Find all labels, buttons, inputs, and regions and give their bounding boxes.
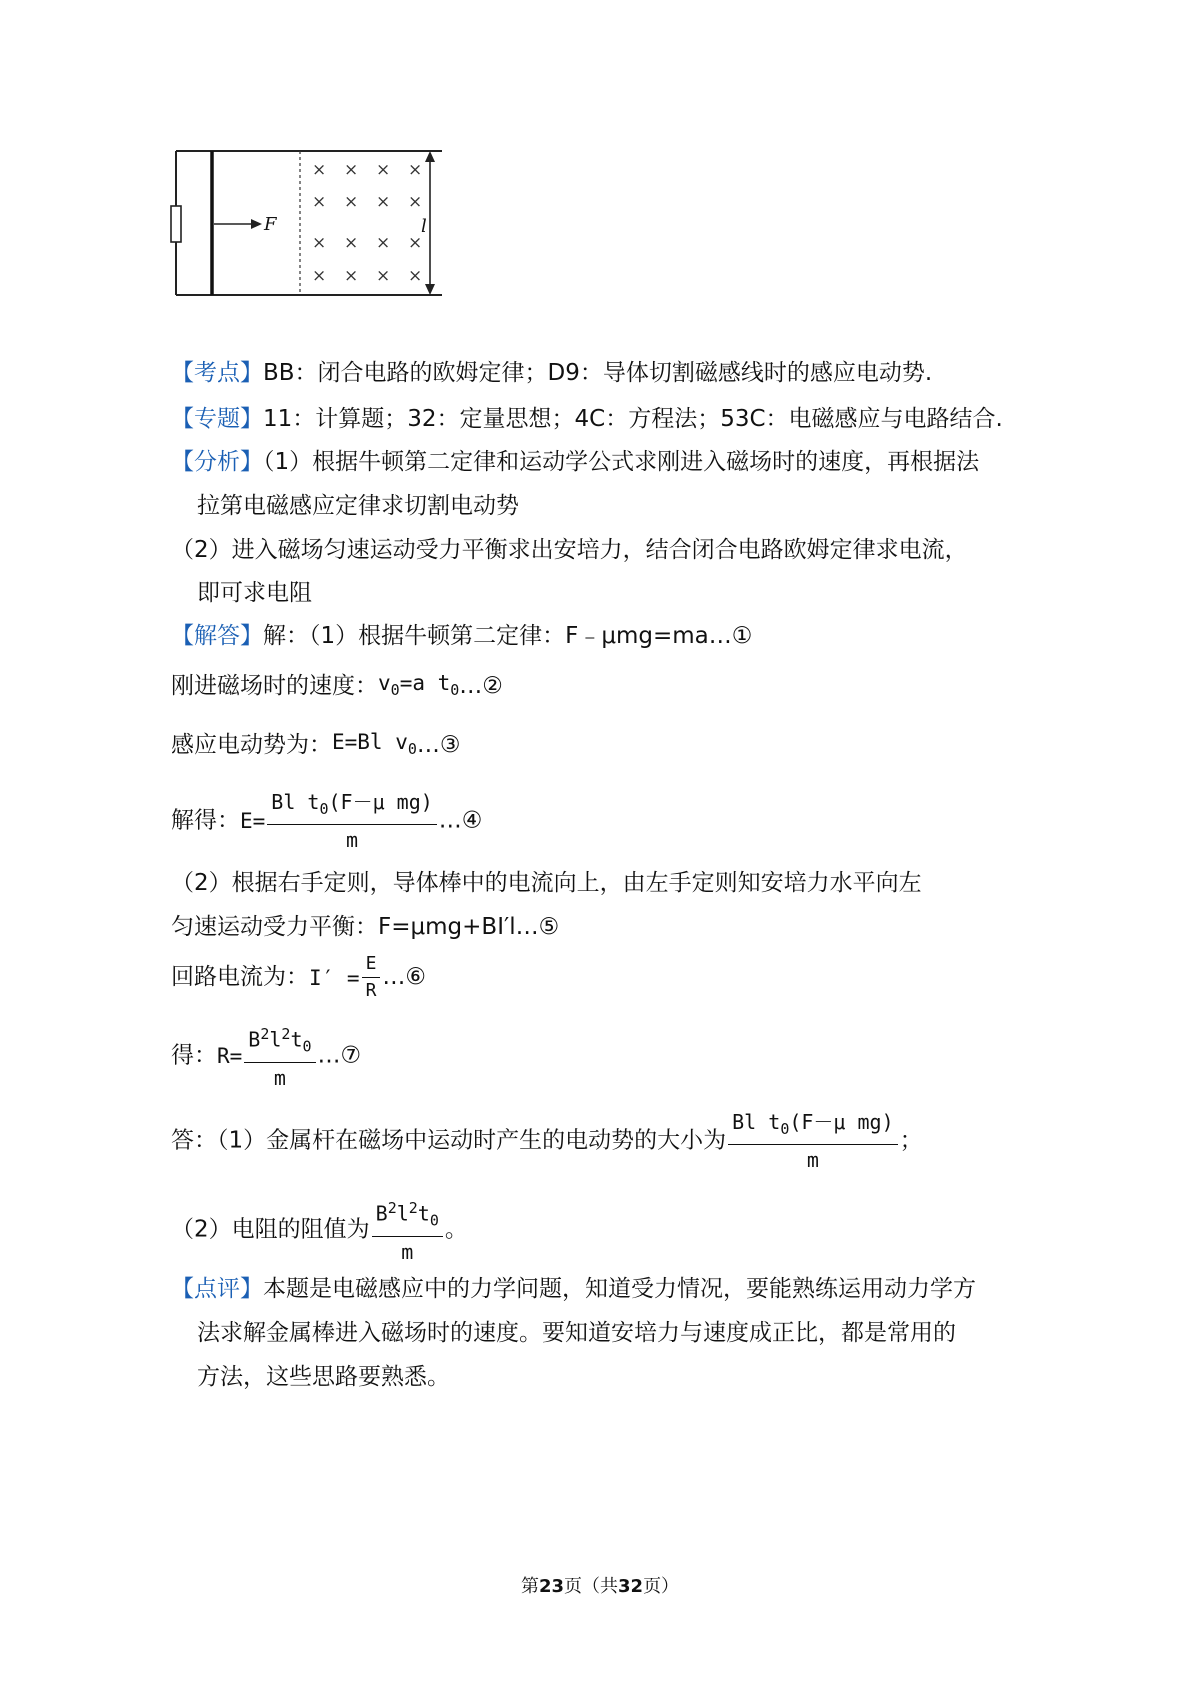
answer-line1 — [171, 1110, 923, 1172]
field-mark: × — [408, 233, 423, 253]
answer-fraction1: $\frac{Bl t_0(F-\mu mg)}{m}$ — [728, 1110, 898, 1172]
r-mark: …⑦ — [317, 1042, 362, 1069]
field-mark: × — [312, 160, 327, 180]
resistor — [171, 206, 181, 242]
field-mark: × — [408, 160, 423, 180]
result-fraction: $\frac{Bl t_0(F-\mu mg)}{m}$ — [267, 790, 437, 852]
total-pages: 32 — [618, 1576, 644, 1597]
fenxi-text1: （1）根据牛顿第二定律和运动学公式求刚进入磁场时的速度，再根据法 — [263, 449, 980, 475]
length-arrowhead-bottom — [425, 284, 435, 295]
fenxi-line4: 即可求电阻 — [197, 580, 312, 606]
field-mark: × — [344, 192, 359, 212]
r-line — [171, 1022, 361, 1090]
length-label: l — [421, 216, 427, 237]
answer-end1: ； — [899, 1127, 923, 1154]
current-line — [171, 950, 426, 1005]
jieda-line1 — [171, 621, 752, 651]
field-mark: × — [312, 266, 327, 286]
answer-text2: （2）电阻的阻值为 — [171, 1216, 370, 1243]
part2-line1: （2）根据右手定则，导体棒中的电流向上，由左手定则知安培力水平向左 — [171, 870, 922, 896]
magnetic-field-marks — [312, 160, 422, 286]
dianping-line2: 法求解金属棒进入磁场时的速度。要知道安培力与速度成正比，都是常用的 — [197, 1320, 956, 1346]
dianping-tag: 【点评】 — [171, 1276, 263, 1302]
field-mark: × — [376, 266, 391, 286]
dianping-line3: 方法，这些思路要熟悉。 — [197, 1364, 450, 1390]
answer-end2: 。 — [444, 1216, 468, 1243]
zhuanti-text: 11：计算题；32：定量思想；4C：方程法；53C：电磁感应与电路结合. — [263, 406, 1003, 432]
kaodian-text: BB：闭合电路的欧姆定律；D9：导体切割磁感线时的感应电动势. — [263, 360, 933, 386]
jieda-tag: 【解答】 — [171, 623, 263, 649]
result-line — [171, 790, 482, 852]
circuit-figure — [170, 148, 490, 318]
r-label: 得： — [171, 1042, 217, 1069]
field-mark: × — [312, 233, 327, 253]
velocity-formula: $v_0=a$ $t_0$ — [378, 671, 460, 700]
current-mark: …⑥ — [382, 964, 427, 990]
page-footer: 第23页（共32页） — [520, 1576, 680, 1597]
fenxi-line3: （2）进入磁场匀速运动受力平衡求出安培力，结合闭合电路欧姆定律求电流， — [171, 537, 968, 563]
answer-text1: 答：（1）金属杆在磁场中运动时产生的电动势的大小为 — [171, 1127, 727, 1154]
emf-formula: E=Bl $v_0$ — [332, 730, 417, 759]
zhuanti-tag: 【专题】 — [171, 406, 263, 432]
fenxi-line2: 拉第电磁感应定律求切割电动势 — [197, 493, 519, 519]
force-arrowhead — [251, 219, 262, 229]
field-mark: × — [408, 266, 423, 286]
field-mark: × — [344, 160, 359, 180]
emf-mark: …③ — [416, 732, 461, 759]
velocity-label: 刚进磁场时的速度： — [171, 673, 378, 700]
kaodian-tag: 【考点】 — [171, 360, 263, 386]
field-mark: × — [344, 266, 359, 286]
emf-line — [171, 727, 461, 764]
field-mark: × — [376, 233, 391, 253]
field-mark: × — [312, 192, 327, 212]
velocity-line — [171, 668, 503, 705]
kaodian-line — [171, 358, 932, 388]
current-page: 23 — [538, 1576, 564, 1597]
r-fraction: $\frac{B^2l^2t_0}{m}$ — [244, 1022, 315, 1090]
dianping-text1: 本题是电磁感应中的力学问题，知道受力情况，要能熟练运用动力学方 — [263, 1276, 976, 1302]
jieda-text1: 解：（1）根据牛顿第二定律：F﹣μmg=ma…① — [263, 623, 753, 649]
zhuanti-line — [171, 404, 1003, 434]
velocity-mark: …② — [459, 673, 503, 700]
emf-label: 感应电动势为： — [171, 732, 332, 759]
field-mark: × — [376, 160, 391, 180]
field-mark: × — [408, 192, 423, 212]
current-label: 回路电流为： — [171, 964, 309, 990]
answer-fraction2: $\frac{B^2l^2t_0}{m}$ — [372, 1196, 443, 1264]
result-label: 解得： — [171, 807, 240, 834]
length-arrowhead-top — [425, 151, 435, 162]
answer-line2 — [171, 1196, 468, 1264]
field-mark: × — [376, 192, 391, 212]
current-fraction: $\frac{E}{R}$ — [362, 954, 381, 1001]
current-lhs: I′ = — [309, 965, 360, 990]
force-label: F — [264, 214, 277, 235]
fenxi-line1 — [171, 447, 979, 477]
part2-line2: 匀速运动受力平衡：F=μmg+BI′l…⑤ — [171, 914, 560, 940]
dianping-line1 — [171, 1274, 976, 1304]
result-lhs: E= — [240, 809, 266, 833]
r-lhs: R= — [217, 1043, 243, 1068]
fenxi-tag: 【分析】 — [171, 449, 263, 475]
field-mark: × — [344, 233, 359, 253]
result-mark: …④ — [438, 807, 483, 834]
